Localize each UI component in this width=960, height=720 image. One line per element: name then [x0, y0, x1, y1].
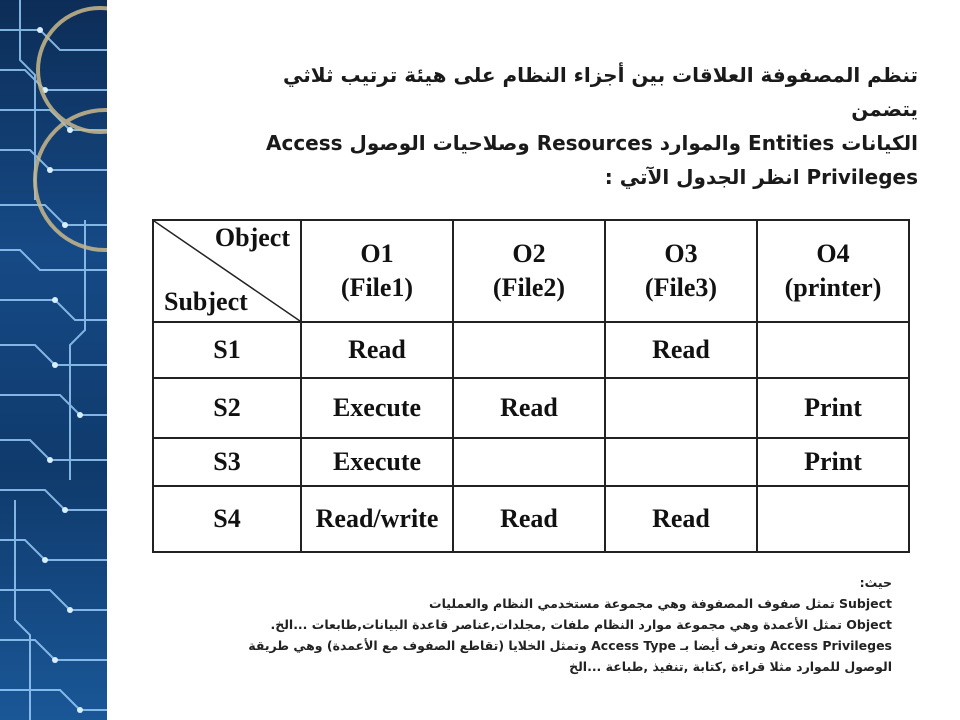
row-subject-s3: S3 — [153, 438, 301, 486]
column-desc: (printer) — [784, 273, 882, 302]
row-subject-s4: S4 — [153, 486, 301, 552]
table-cell: Read/write — [301, 486, 453, 552]
row-subject-s2: S2 — [153, 378, 301, 438]
table-cell — [453, 438, 605, 486]
column-desc: (File3) — [644, 273, 718, 302]
column-name: O4 — [816, 239, 850, 268]
heading-line-3: Privileges انظر الجدول الآتي : — [604, 165, 918, 189]
corner-object-label: Object — [214, 223, 290, 252]
column-header-o1 — [301, 220, 453, 322]
table-cell: Execute — [301, 378, 453, 438]
corner-subject-label: Subject — [164, 287, 248, 316]
notes-object-definition: Object تمثل الأعمدة وهي مجموعة موارد النظام ملفات ,مجلدات,عناصر قاعدة البيانات,طابعات ...الخ. — [270, 617, 892, 632]
table-cell — [605, 438, 757, 486]
table-header-row — [153, 220, 909, 322]
column-header-o3 — [605, 220, 757, 322]
column-desc: (File1) — [340, 273, 414, 302]
table-cell — [453, 322, 605, 378]
table-cell: Read — [453, 486, 605, 552]
heading-line-1: تنظم المصفوفة العلاقات بين أجزاء النظام على هيئة ترتيب ثلاثي يتضمن — [283, 63, 918, 121]
table-cell — [757, 486, 909, 552]
table-cell — [605, 378, 757, 438]
table-row — [153, 378, 909, 438]
column-desc: (File2) — [492, 273, 566, 302]
circuit-board-sidebar — [0, 0, 107, 720]
table-cell: Print — [757, 378, 909, 438]
corner-cell — [153, 220, 301, 322]
table-cell: Read — [605, 486, 757, 552]
page-heading — [218, 58, 918, 194]
table-row — [153, 486, 909, 552]
column-name: O2 — [512, 239, 546, 268]
table-cell: Execute — [301, 438, 453, 486]
table-row — [153, 322, 909, 378]
row-subject-s1: S1 — [153, 322, 301, 378]
notes-intro: حيث: — [859, 575, 892, 590]
table-cell — [757, 322, 909, 378]
column-name: O1 — [360, 239, 394, 268]
access-matrix-table — [152, 219, 910, 553]
column-header-o2 — [453, 220, 605, 322]
notes-subject-definition: Subject تمثل صفوف المصفوفة وهي مجموعة مستخدمي النظام والعمليات — [429, 596, 892, 611]
table-cell: Read — [301, 322, 453, 378]
column-name: O3 — [664, 239, 698, 268]
definitions-notes — [142, 572, 892, 677]
notes-privileges-continued: الوصول للموارد مثلا قراءة ,كتابة ,تنفيذ ,طباعة ...الخ — [569, 659, 892, 674]
table-cell: Print — [757, 438, 909, 486]
column-header-o4 — [757, 220, 909, 322]
heading-line-2: الكيانات Entities والموارد Resources وصلاحيات الوصول Access — [265, 131, 918, 155]
table-row — [153, 438, 909, 486]
notes-privileges-definition: Access Privileges وتعرف أيضا بـ Access Type وتمثل الخلايا (تقاطع الصفوف مع الأعمدة) وهي طريقة — [248, 638, 892, 653]
circuit-pattern-decoration — [0, 0, 107, 720]
table-cell: Read — [453, 378, 605, 438]
table-cell: Read — [605, 322, 757, 378]
